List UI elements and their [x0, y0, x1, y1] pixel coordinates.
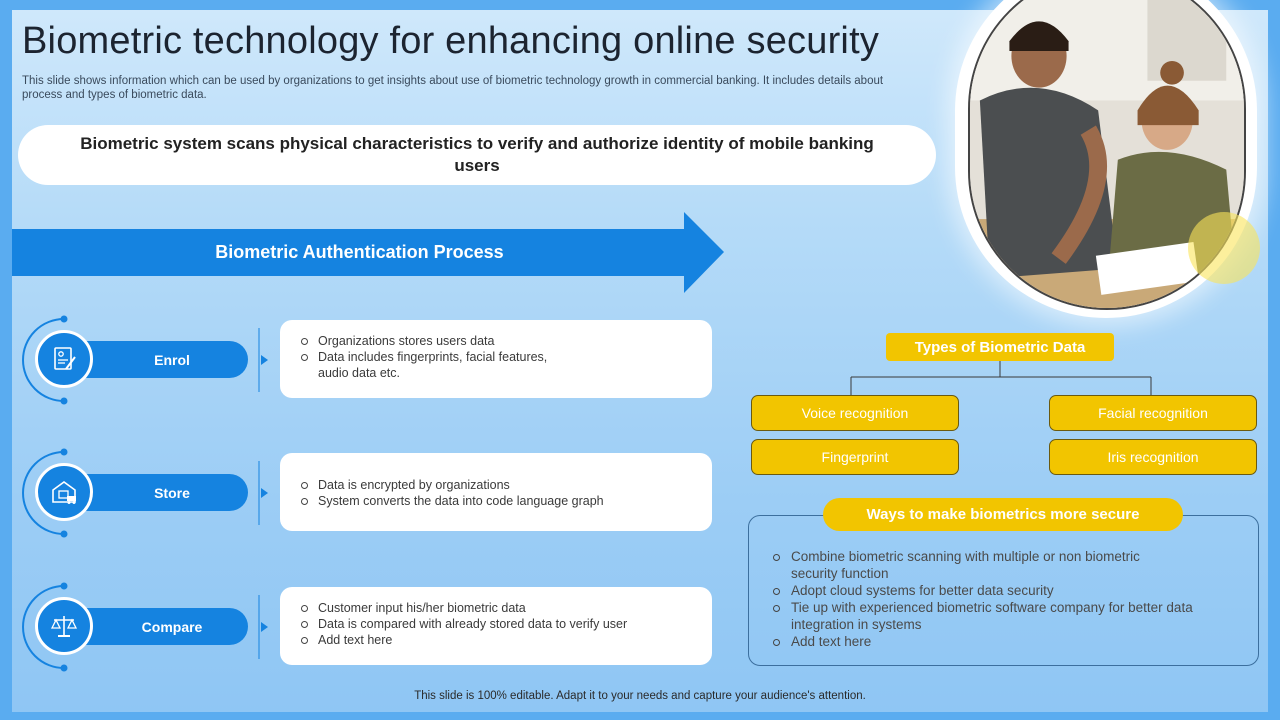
step-label: Enrol	[70, 341, 248, 378]
process-label: Biometric Authentication Process	[215, 241, 504, 262]
types-tree-lines	[748, 361, 1260, 397]
step-details-card	[280, 320, 712, 398]
page-subtitle: This slide shows information which can be used by organizations to get insights about use of biometric technology growth in commercial banking. It includes details about process and types of biometric data.	[22, 75, 884, 101]
step-store	[20, 448, 720, 538]
step-point: Data includes fingerprints, facial features, audio data etc.	[300, 349, 692, 381]
footer-note: This slide is 100% editable. Adapt it to your needs and capture your audience's attention.	[414, 690, 866, 702]
ways-item: Tie up with experienced biometric software company for better data integration in systems	[770, 599, 1240, 633]
step-point: Customer input his/her biometric data	[300, 600, 692, 616]
step-details-card	[280, 587, 712, 665]
step-label: Compare	[70, 608, 248, 645]
step-point: Organizations stores users data	[300, 333, 692, 349]
ways-item: Combine biometric scanning with multiple or non biometric security function	[770, 548, 1240, 582]
ways-list	[770, 548, 1240, 650]
decor-circle	[1188, 212, 1260, 284]
summary-banner-text: Biometric system scans physical characteristics to verify and authorize identity of mobile banking users	[80, 134, 874, 175]
step-connector	[257, 328, 271, 392]
scale-icon	[35, 597, 93, 655]
step-point: System converts the data into code language graph	[300, 493, 692, 509]
type-facial-recognition: Facial recognition	[1049, 395, 1257, 431]
summary-banner	[18, 125, 936, 185]
type-voice-recognition: Voice recognition	[751, 395, 959, 431]
step-point: Data is encrypted by organizations	[300, 477, 692, 493]
page-title: Biometric technology for enhancing online security	[22, 20, 880, 62]
step-compare	[20, 582, 720, 672]
step-connector	[257, 461, 271, 525]
type-fingerprint: Fingerprint	[751, 439, 959, 475]
step-enrol	[20, 315, 720, 405]
ways-item: Add text here	[770, 633, 1240, 650]
step-point: Add text here	[300, 632, 692, 648]
ways-item: Adopt cloud systems for better data security	[770, 582, 1240, 599]
ways-title: Ways to make biometrics more secure	[823, 498, 1183, 531]
form-icon	[35, 330, 93, 388]
types-title: Types of Biometric Data	[886, 333, 1114, 361]
type-iris-recognition: Iris recognition	[1049, 439, 1257, 475]
step-details-card	[280, 453, 712, 531]
step-point: Data is compared with already stored data to verify user	[300, 616, 692, 632]
step-connector	[257, 595, 271, 659]
step-label: Store	[70, 474, 248, 511]
storage-truck-icon	[35, 463, 93, 521]
